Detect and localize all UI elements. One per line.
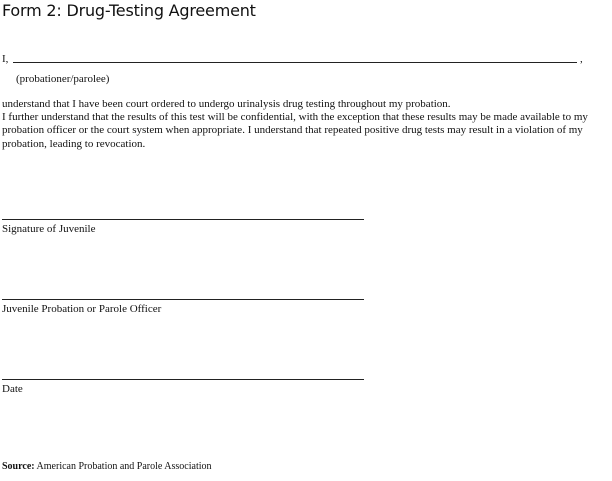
source-note (2, 460, 212, 473)
officer-signature-block (2, 299, 364, 316)
officer-signature-label: Juvenile Probation or Parole Officer (2, 303, 162, 315)
juvenile-signature-line[interactable] (2, 219, 364, 220)
officer-signature-line[interactable] (2, 299, 364, 300)
agreement-paragraph-1: understand that I have been court ordered to undergo urinalysis drug testing throughout my probation. (2, 98, 451, 110)
name-fill-line[interactable] (13, 62, 577, 63)
source-label: Source: (2, 461, 35, 472)
name-row (2, 52, 602, 68)
source-text: American Probation and Parole Association (36, 461, 212, 472)
date-label: Date (2, 383, 23, 395)
juvenile-signature-block (2, 219, 364, 236)
date-line[interactable] (2, 379, 364, 380)
form-title: Form 2: Drug-Testing Agreement (2, 1, 256, 20)
name-prefix: I, (2, 53, 9, 65)
agreement-paragraph-2: I further understand that the results of this test will be confidential, with the exception that these results may be made available to my probation officer or the court system when appropriate. I understand that repeated positive drug tests may result in a violation of my probation, leading to revocation. (2, 111, 588, 150)
name-suffix: , (580, 53, 583, 65)
juvenile-signature-label: Signature of Juvenile (2, 223, 96, 235)
date-block (2, 379, 364, 396)
role-label: (probationer/parolee) (16, 73, 110, 85)
agreement-text (2, 98, 600, 151)
